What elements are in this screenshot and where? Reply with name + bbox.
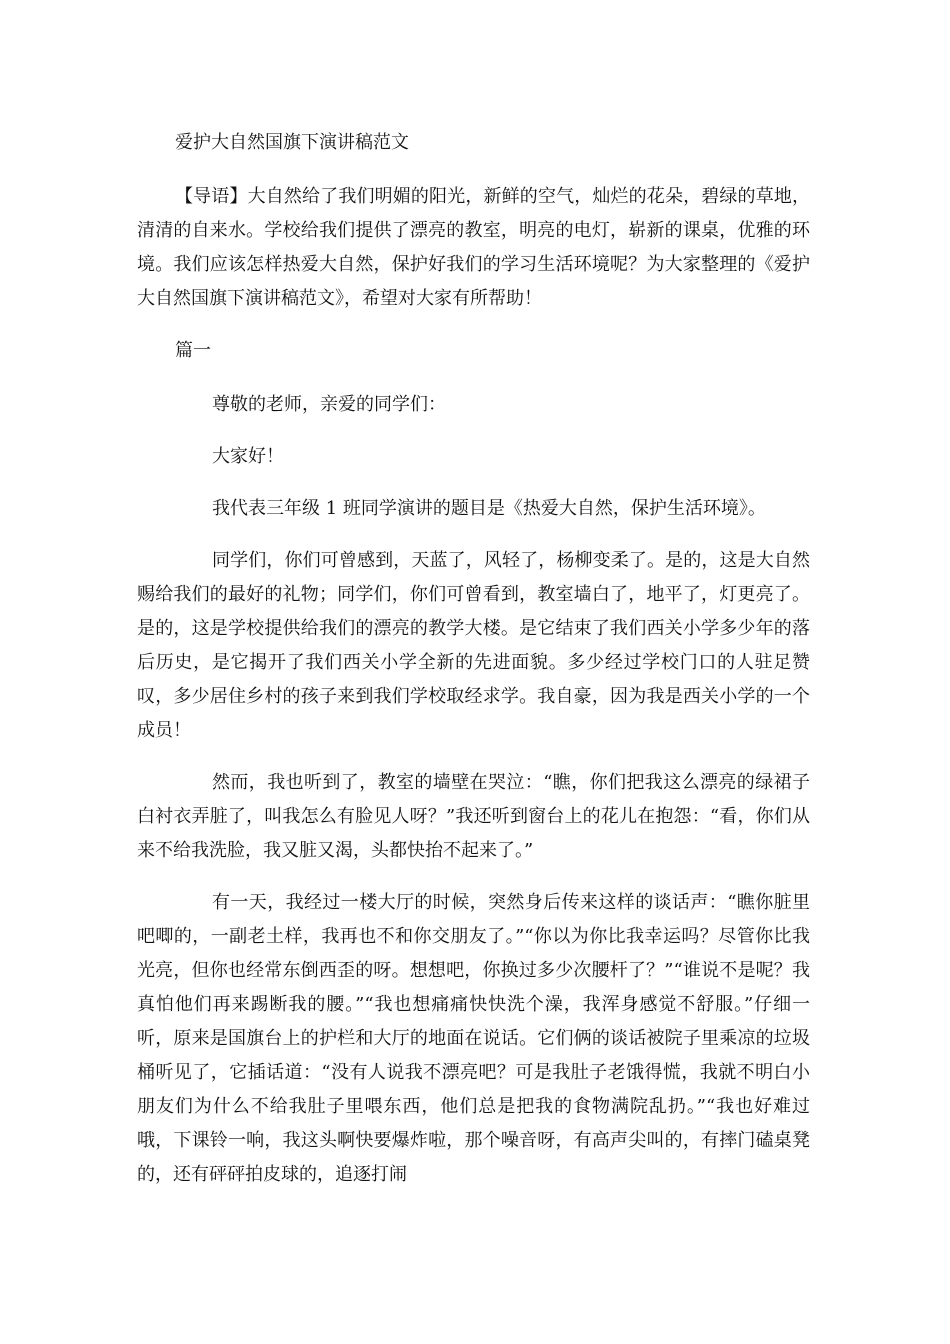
section-label: 篇一 bbox=[175, 340, 211, 361]
greeting: 大家好！ bbox=[212, 446, 284, 467]
document-page bbox=[137, 126, 810, 1210]
body-paragraph: 有一天，我经过一楼大厅的时候，突然身后传来这样的谈话声：“瞧你脏里吧唧的，一副老土样，我再也不和你交朋友了。”“你以为你比我幸运吗？尽管你比我光亮，但你也经常东倒西歪的呀。想想吧，你换过多少次腰杆了？”“谁说不是呢？我真怕他们再来踢断我的腰。”“我也想痛痛快快洗个澡，我浑身感觉不舒服。”仔细一听，原来是国旗台上的护栏和大厅的地面在说话。它们俩的谈话被院子里乘凉的垃圾桶听见了，它插话道：“没有人说我不漂亮吧？可是我肚子老饿得慌，我就不明白小朋友们为什么不给我肚子里喂东西，他们总是把我的食物满院乱扔。”“我也好难过哦，下课铃一响，我这头啊快要爆炸啦，那个噪音呀，有高声尖叫的，有摔门磕桌凳的，还有砰砰拍皮球的，追逐打闹 bbox=[137, 892, 810, 1185]
body-paragraph: 然而，我也听到了，教室的墙壁在哭泣：“瞧，你们把我这么漂亮的绿裙子白衬衣弄脏了，叫我怎么有脸见人呀？”我还听到窗台上的花儿在抱怨：“看，你们从来不给我洗脸，我又脏又渴，头都快抬不起来了。” bbox=[137, 772, 810, 861]
body-paragraph: 同学们，你们可曾感到，天蓝了，风轻了，杨柳变柔了。是的，这是大自然赐给我们的最好的礼物；同学们，你们可曾看到，教室墙白了，地平了，灯更亮了。是的，这是学校提供给我们的漂亮的教学大楼。是它结束了我们西关小学多少年的落后历史，是它揭开了我们西关小学全新的先进面貌。多少经过学校门口的人驻足赞叹，多少居住乡村的孩子来到我们学校取经求学。我自豪，因为我是西关小学的一个成员！ bbox=[137, 550, 810, 741]
salutation: 尊敬的老师，亲爱的同学们： bbox=[212, 394, 446, 415]
document-title: 爱护大自然国旗下演讲稿范文 bbox=[175, 132, 409, 153]
speech-topic: 我代表三年级 1 班同学演讲的题目是《热爱大自然，保护生活环境》。 bbox=[212, 498, 766, 519]
intro-paragraph: 【导语】大自然给了我们明媚的阳光，新鲜的空气，灿烂的花朵，碧绿的草地，清清的自来水。学校给我们提供了漂亮的教室，明亮的电灯，崭新的课桌，优雅的环境。我们应该怎样热爱大自然，保护好我们的学习生活环境呢？为大家整理的《爱护大自然国旗下演讲稿范文》，希望对大家有所帮助！ bbox=[137, 186, 810, 309]
